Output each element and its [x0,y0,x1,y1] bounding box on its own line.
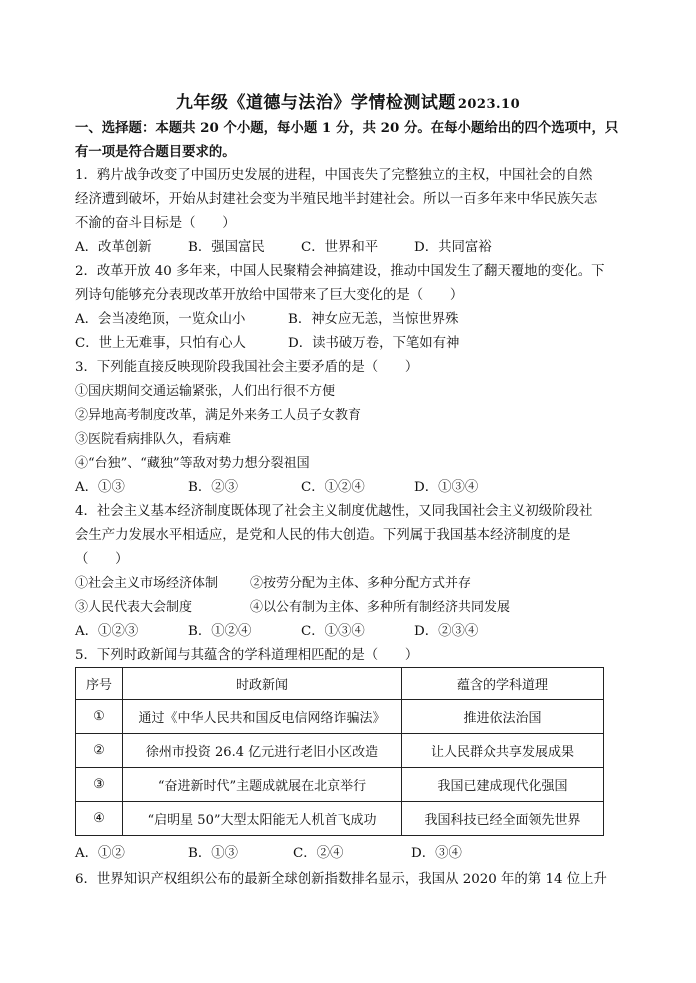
q3-option-b: B．②③ [188,480,239,495]
row-3-news: “奋进新时代”主题成就展在北京举行 [123,768,402,802]
row-3-principle: 我国已建成现代化强国 [402,768,604,802]
q1-option-d: D．共同富裕 [414,240,492,255]
q5-option-b: B．①③ [188,846,239,861]
q2-stem-line-2: 列诗句能够充分表现改革开放给中国带来了巨大变化的是（ ） [75,288,464,303]
header-number: 序号 [76,668,123,700]
q1-stem-line-3: 不渝的奋斗目标是（ ） [75,216,236,231]
q6-stem-line-1: 6．世界知识产权组织公布的最新全球创新指数排名显示，我国从 2020 年的第 14 位上升 [75,872,607,887]
q2-option-d: D．读书破万卷，下笔如有神 [288,336,460,351]
q1-option-b: B．强国富民 [188,240,265,255]
q2-stem-line-1: 2．改革开放 40 多年来，中国人民聚精会神搞建设，推动中国发生了翻天覆地的变化。下 [75,264,605,279]
header-principle: 蕴含的学科道理 [402,668,604,700]
row-3-number: ③ [76,768,123,802]
q4-item-1: ①社会主义市场经济体制 [75,576,219,591]
q1-stem-line-1: 1．鸦片战争改变了中国历史发展的进程，中国丧失了完整独立的主权，中国社会的自然 [75,168,593,183]
q3-option-c: C．①②④ [301,480,365,495]
q3-option-a: A．①③ [75,480,125,495]
q2-option-a: A．会当凌绝顶，一览众山小 [75,312,246,327]
q4-item-4: ④以公有制为主体、多种所有制经济共同发展 [250,600,511,615]
q5-stem: 5．下列时政新闻与其蕴含的学科道理相匹配的是（ ） [75,648,419,663]
q4-item-2: ②按劳分配为主体、多种分配方式并存 [250,576,472,591]
row-2-number: ② [76,734,123,768]
q3-item-1: ①国庆期间交通运输紧张，人们出行很不方便 [75,384,336,399]
table-header-row [76,668,604,700]
q2-option-c: C．世上无难事，只怕有心人 [75,336,246,351]
table-row [76,768,604,802]
section-instruction-line-2: 有一项是符合题目要求的。 [75,144,236,160]
q5-option-d: D．③④ [411,846,462,861]
q4-stem-line-3: （ ） [75,552,129,567]
row-1-principle: 推进依法治国 [402,700,604,734]
q5-option-a: A．①② [75,846,125,861]
q3-item-3: ③医院看病排队久，看病难 [75,432,232,447]
q1-stem-line-2: 经济遭到破坏，开始从封建社会变为半殖民地半封建社会。所以一百多年来中华民族矢志 [75,192,598,207]
q3-item-4: ④“台独”、“藏独”等敌对势力想分裂祖国 [75,456,310,471]
table-row [76,802,604,836]
table-row [76,734,604,768]
row-1-number: ① [76,700,123,734]
title-main: 九年级《道德与法治》学情检测试题 [175,93,456,113]
q1-option-a: A．改革创新 [75,240,152,255]
q5-option-c: C．②④ [293,846,344,861]
q4-option-b: B．①②④ [188,624,252,639]
q3-stem: 3．下列能直接反映现阶段我国社会主要矛盾的是（ ） [75,360,419,375]
q4-stem-line-1: 4．社会主义基本经济制度既体现了社会主义制度优越性，又同我国社会主义初级阶段社 [75,504,593,519]
q1-option-c: C．世界和平 [301,240,379,255]
q4-option-a: A．①②③ [75,624,139,639]
q5-news-table [75,667,604,836]
header-news: 时政新闻 [123,668,402,700]
row-1-news: 通过《中华人民共和国反电信网络诈骗法》 [123,700,402,734]
page-title [0,88,696,113]
q4-stem-line-2: 会生产力发展水平相适应，是党和人民的伟大创造。下列属于我国基本经济制度的是 [75,528,571,543]
row-4-principle: 我国科技已经全面领先世界 [402,802,604,836]
q4-item-3: ③人民代表大会制度 [75,600,193,615]
q3-item-2: ②异地高考制度改革，满足外来务工人员子女教育 [75,408,362,423]
title-date: 2023.10 [457,97,521,112]
row-4-number: ④ [76,802,123,836]
row-2-principle: 让人民群众共享发展成果 [402,734,604,768]
q4-option-d: D．②③④ [414,624,479,639]
row-4-news: “启明星 50”大型太阳能无人机首飞成功 [123,802,402,836]
table-row [76,700,604,734]
q3-option-d: D．①③④ [414,480,479,495]
q4-option-c: C．①③④ [301,624,365,639]
section-instruction-line-1: 一、选择题：本题共 20 个小题，每小题 1 分，共 20 分。在每小题给出的四个选项中，只 [75,120,619,136]
q2-option-b: B．神女应无恙，当惊世界殊 [288,312,459,327]
row-2-news: 徐州市投资 26.4 亿元进行老旧小区改造 [123,734,402,768]
